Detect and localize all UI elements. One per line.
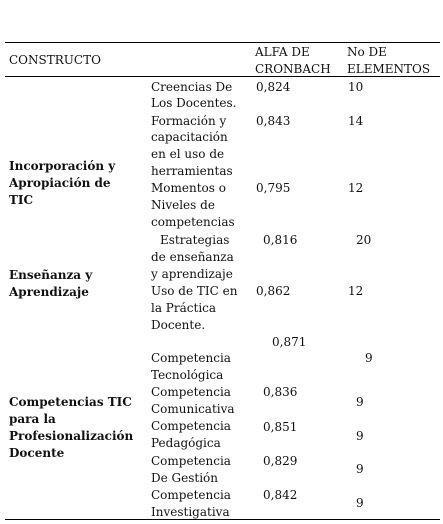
- row-label: Competencia: [151, 385, 231, 399]
- alpha-value: 0,816: [263, 233, 298, 247]
- top-rule: [5, 42, 440, 43]
- elements-count: 9: [356, 429, 364, 443]
- elements-count: 9: [356, 395, 364, 409]
- alpha-value: 0,862: [256, 284, 291, 298]
- elements-count: 9: [365, 351, 373, 365]
- elements-count: 9: [356, 496, 364, 510]
- row-label: en el uso de: [151, 147, 225, 161]
- group-3-line1: Competencias TIC: [9, 395, 132, 409]
- row-label: herramientas: [151, 164, 233, 178]
- header-alfa-line2: CRONBACH: [255, 62, 331, 76]
- elements-count: 12: [348, 181, 364, 195]
- header-alfa-line1: ALFA DE: [255, 45, 310, 59]
- row-label: Estrategias: [160, 233, 230, 247]
- header-elementos-line2: ELEMENTOS: [347, 62, 431, 76]
- group-1-line2: Apropiación de: [9, 176, 111, 190]
- alpha-value: 0,851: [263, 420, 298, 434]
- group-3-line4: Docente: [9, 446, 65, 460]
- group-2-line1: Enseñanza y: [9, 268, 93, 282]
- group-2-line2: Aprendizaje: [9, 285, 89, 299]
- alpha-value: 0,842: [263, 488, 298, 502]
- row-label: la Práctica: [151, 301, 217, 315]
- group-1-line3: TIC: [9, 193, 34, 207]
- header-elementos-line1: No DE: [347, 45, 387, 59]
- row-label: Competencia: [151, 419, 231, 433]
- row-label: Uso de TIC en: [151, 284, 238, 298]
- elements-count: 10: [348, 80, 364, 94]
- bottom-rule: [5, 519, 440, 520]
- row-label: De Gestión: [151, 471, 218, 485]
- row-label: Competencia: [151, 488, 231, 502]
- alpha-value: 0,795: [256, 181, 291, 195]
- row-label: Pedagógica: [151, 436, 221, 450]
- group-3-line3: Profesionalización: [9, 429, 134, 443]
- alpha-value: 0,829: [263, 454, 298, 468]
- header-rule: [5, 76, 440, 77]
- row-label: Competencia: [151, 454, 231, 468]
- row-label: competencias: [151, 215, 235, 229]
- group-1-line1: Incorporación y: [9, 159, 116, 173]
- row-label: Momentos o: [151, 181, 226, 195]
- alpha-value: 0,824: [256, 80, 291, 94]
- row-label: Formación y: [151, 114, 227, 128]
- row-label: y aprendizaje: [151, 267, 233, 281]
- header-constructo: CONSTRUCTO: [9, 53, 101, 67]
- alpha-value: 0,871: [272, 335, 307, 349]
- elements-count: 20: [356, 233, 372, 247]
- elements-count: 9: [356, 462, 364, 476]
- row-label: Tecnológica: [151, 368, 224, 382]
- row-label: Los Docentes.: [151, 96, 237, 110]
- alpha-value: 0,836: [263, 385, 298, 399]
- row-label: Comunicativa: [151, 402, 235, 416]
- group-3-line2: para la: [9, 412, 56, 426]
- elements-count: 12: [348, 284, 364, 298]
- row-label: Creencias De: [151, 80, 233, 94]
- row-label: Competencia: [151, 351, 231, 365]
- row-label: Niveles de: [151, 198, 215, 212]
- elements-count: 14: [348, 114, 364, 128]
- row-label: de enseñanza: [151, 250, 234, 264]
- row-label: Docente.: [151, 318, 206, 332]
- row-label: capacitación: [151, 130, 228, 144]
- row-label: Investigativa: [151, 505, 230, 519]
- alpha-value: 0,843: [256, 114, 291, 128]
